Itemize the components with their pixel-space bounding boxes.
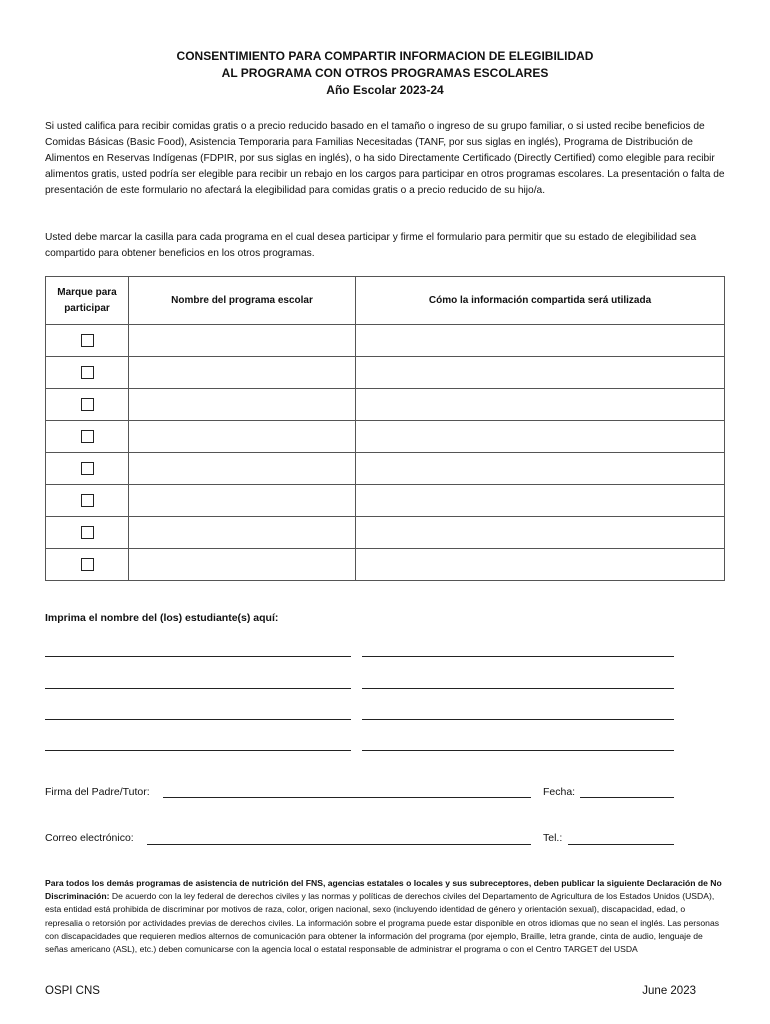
footer-right: June 2023 bbox=[642, 985, 696, 997]
participate-checkbox[interactable] bbox=[81, 558, 94, 571]
table-row bbox=[46, 325, 725, 357]
usage-cell[interactable] bbox=[356, 549, 725, 581]
checkbox-cell bbox=[46, 485, 129, 517]
student-name-line[interactable] bbox=[362, 750, 674, 751]
instructions-paragraph: Usted debe marcar la casilla para cada programa en el cual desea participar y firme el formulario para permitir que su estado de elegibilidad sea compartido para obtener beneficios en los otros programas. bbox=[45, 232, 697, 259]
title-line-2: AL PROGRAMA CON OTROS PROGRAMAS ESCOLARES bbox=[221, 66, 549, 80]
intro-paragraph: Si usted califica para recibir comidas gratis o a precio reducido basado en el tamaño o ingreso de su grupo familiar, o si usted recibe beneficios de Comidas Básicas (Basic Food), Asistencia Temporaria para Familias Necesitadas (TANF, por sus siglas en inglés), Programa de Distribución de Alimentos en Reservas Indígenas (FDPIR, por sus siglas en inglés), o ha sido Directamente Certificado (Directly Certified) como elegible para recibir alimentos gratis, usted podría ser elegible para recibir un rebajo en los cargos para participar en otros programas escolares. La presentación o falta de presentación de este formulario no afectará la elegibilidad para comidas gratis o a precio reducido de su hijo/a. bbox=[45, 121, 725, 196]
phone-label: Tel.: bbox=[543, 832, 563, 844]
usage-cell[interactable] bbox=[356, 485, 725, 517]
program-name-cell[interactable] bbox=[129, 485, 356, 517]
usage-cell[interactable] bbox=[356, 517, 725, 549]
notice-bold-intro: Para todos los demás programas de asistencia de nutrición del FNS, agencias estatales o locales y sus subreceptores, deben publicar la siguiente Declaración de No Discriminación: bbox=[45, 878, 722, 902]
table-row bbox=[46, 421, 725, 453]
table-row bbox=[46, 357, 725, 389]
participate-checkbox[interactable] bbox=[81, 526, 94, 539]
usage-cell[interactable] bbox=[356, 421, 725, 453]
usage-cell[interactable] bbox=[356, 389, 725, 421]
checkbox-cell bbox=[46, 517, 129, 549]
student-name-line[interactable] bbox=[362, 688, 674, 689]
student-name-line[interactable] bbox=[45, 688, 351, 689]
program-name-cell[interactable] bbox=[129, 549, 356, 581]
table-row bbox=[46, 389, 725, 421]
form-title bbox=[45, 48, 725, 99]
header-program-name: Nombre del programa escolar bbox=[129, 277, 356, 325]
email-label: Correo electrónico: bbox=[45, 832, 134, 844]
table-header-row bbox=[46, 277, 725, 325]
title-line-1: CONSENTIMIENTO PARA COMPARTIR INFORMACION DE ELEGIBILIDAD bbox=[176, 49, 594, 63]
program-name-cell[interactable] bbox=[129, 325, 356, 357]
student-name-line[interactable] bbox=[45, 719, 351, 720]
table-row bbox=[46, 453, 725, 485]
program-name-cell[interactable] bbox=[129, 421, 356, 453]
table-row bbox=[46, 485, 725, 517]
student-name-line[interactable] bbox=[45, 750, 351, 751]
phone-line[interactable] bbox=[568, 844, 674, 845]
student-name-line[interactable] bbox=[45, 656, 351, 657]
program-name-cell[interactable] bbox=[129, 453, 356, 485]
student-name-line[interactable] bbox=[362, 719, 674, 720]
participate-checkbox[interactable] bbox=[81, 430, 94, 443]
checkbox-cell bbox=[46, 357, 129, 389]
header-participate: Marque para participar bbox=[46, 277, 129, 325]
footer-left: OSPI CNS bbox=[45, 985, 100, 997]
usage-cell[interactable] bbox=[356, 453, 725, 485]
checkbox-cell bbox=[46, 453, 129, 485]
usage-cell[interactable] bbox=[356, 325, 725, 357]
date-line[interactable] bbox=[580, 797, 674, 798]
title-line-3: Año Escolar 2023-24 bbox=[326, 83, 444, 97]
table-row bbox=[46, 517, 725, 549]
student-names-label: Imprima el nombre del (los) estudiante(s) aquí: bbox=[45, 612, 279, 624]
participate-checkbox[interactable] bbox=[81, 398, 94, 411]
notice-text: De acuerdo con la ley federal de derechos civiles y las normas y políticas de derechos civiles del Departamento de Agricultura de los Estados Unidos (USDA), esta entidad está prohibida de discriminar por motivos de raza, color, origen nacional, sexo (incluyendo identidad de género y orientación sexual), discapacidad, edad, o represalia o retorsión por actividades previas de derechos civiles. La información sobre el programa puede estar disponible en otros idiomas que no sean el inglés. Las personas con discapacidades que requieren medios alternos de comunicación para obtener la información del programa (por ejemplo, Braille, letra grande, cinta de audio, lenguaje de señas americano (ASL), etc.) deben comunicarse con la agencia local o estatal responsable de administrar el programa o con el Centro TARGET del USDA bbox=[45, 891, 720, 955]
checkbox-cell bbox=[46, 325, 129, 357]
program-name-cell[interactable] bbox=[129, 357, 356, 389]
header-usage: Cómo la información compartida será utilizada bbox=[356, 277, 725, 325]
date-label: Fecha: bbox=[543, 786, 576, 798]
participate-checkbox[interactable] bbox=[81, 366, 94, 379]
checkbox-cell bbox=[46, 389, 129, 421]
participate-checkbox[interactable] bbox=[81, 494, 94, 507]
programs-table bbox=[45, 276, 725, 581]
email-line[interactable] bbox=[147, 844, 531, 845]
checkbox-cell bbox=[46, 549, 129, 581]
usage-cell[interactable] bbox=[356, 357, 725, 389]
program-name-cell[interactable] bbox=[129, 389, 356, 421]
student-name-line[interactable] bbox=[362, 656, 674, 657]
non-discrimination-notice bbox=[45, 877, 725, 956]
participate-checkbox[interactable] bbox=[81, 334, 94, 347]
table-row bbox=[46, 549, 725, 581]
program-name-cell[interactable] bbox=[129, 517, 356, 549]
parent-signature-line[interactable] bbox=[163, 797, 531, 798]
participate-checkbox[interactable] bbox=[81, 462, 94, 475]
checkbox-cell bbox=[46, 421, 129, 453]
parent-signature-label: Firma del Padre/Tutor: bbox=[45, 786, 150, 798]
